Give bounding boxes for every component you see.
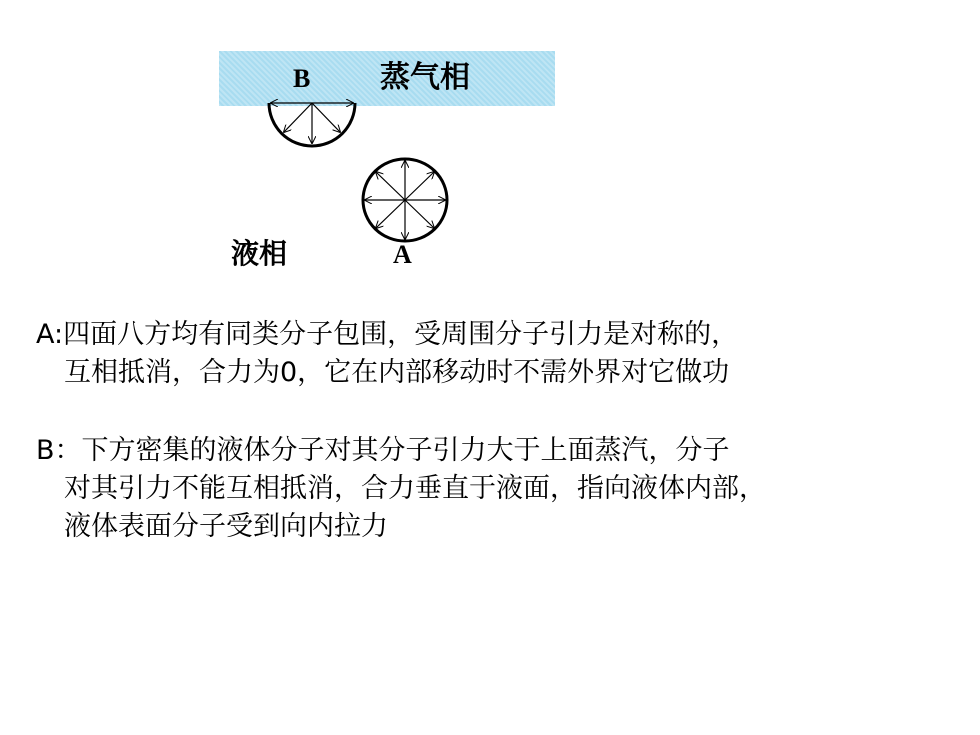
molecule-a: [363, 159, 447, 241]
explanation-b-line-1: B：下方密集的液体分子对其分子引力大于上面蒸汽，分子: [36, 435, 730, 466]
molecule-a-arrow-ne: [405, 172, 434, 200]
liquid-phase-label: 液相: [231, 237, 288, 270]
molecule-a-arrow-nw: [376, 172, 405, 200]
molecule-b-arrow-down-right: [312, 103, 340, 132]
explanation-a: [36, 316, 936, 392]
label-b: B: [293, 64, 311, 93]
explanation-b-line-3: 液体表面分子受到向内拉力: [64, 511, 388, 542]
molecule-b-arrow-down-left: [284, 103, 312, 132]
vapor-phase-label: 蒸气相: [380, 60, 470, 95]
molecule-a-arrow-se: [405, 200, 434, 228]
explanation-b-line-2: 对其引力不能互相抵消，合力垂直于液面，指向液体内部，: [64, 473, 766, 504]
explanation-b: [36, 432, 936, 546]
explanation-a-line-1: A:四面八方均有同类分子包围，受周围分子引力是对称的，: [36, 319, 739, 350]
explanation-a-line-2: 互相抵消，合力为0，它在内部移动时不需外界对它做功: [64, 357, 730, 388]
label-a: A: [393, 240, 412, 269]
molecule-a-arrow-sw: [376, 200, 405, 228]
molecule-b: [269, 103, 355, 146]
